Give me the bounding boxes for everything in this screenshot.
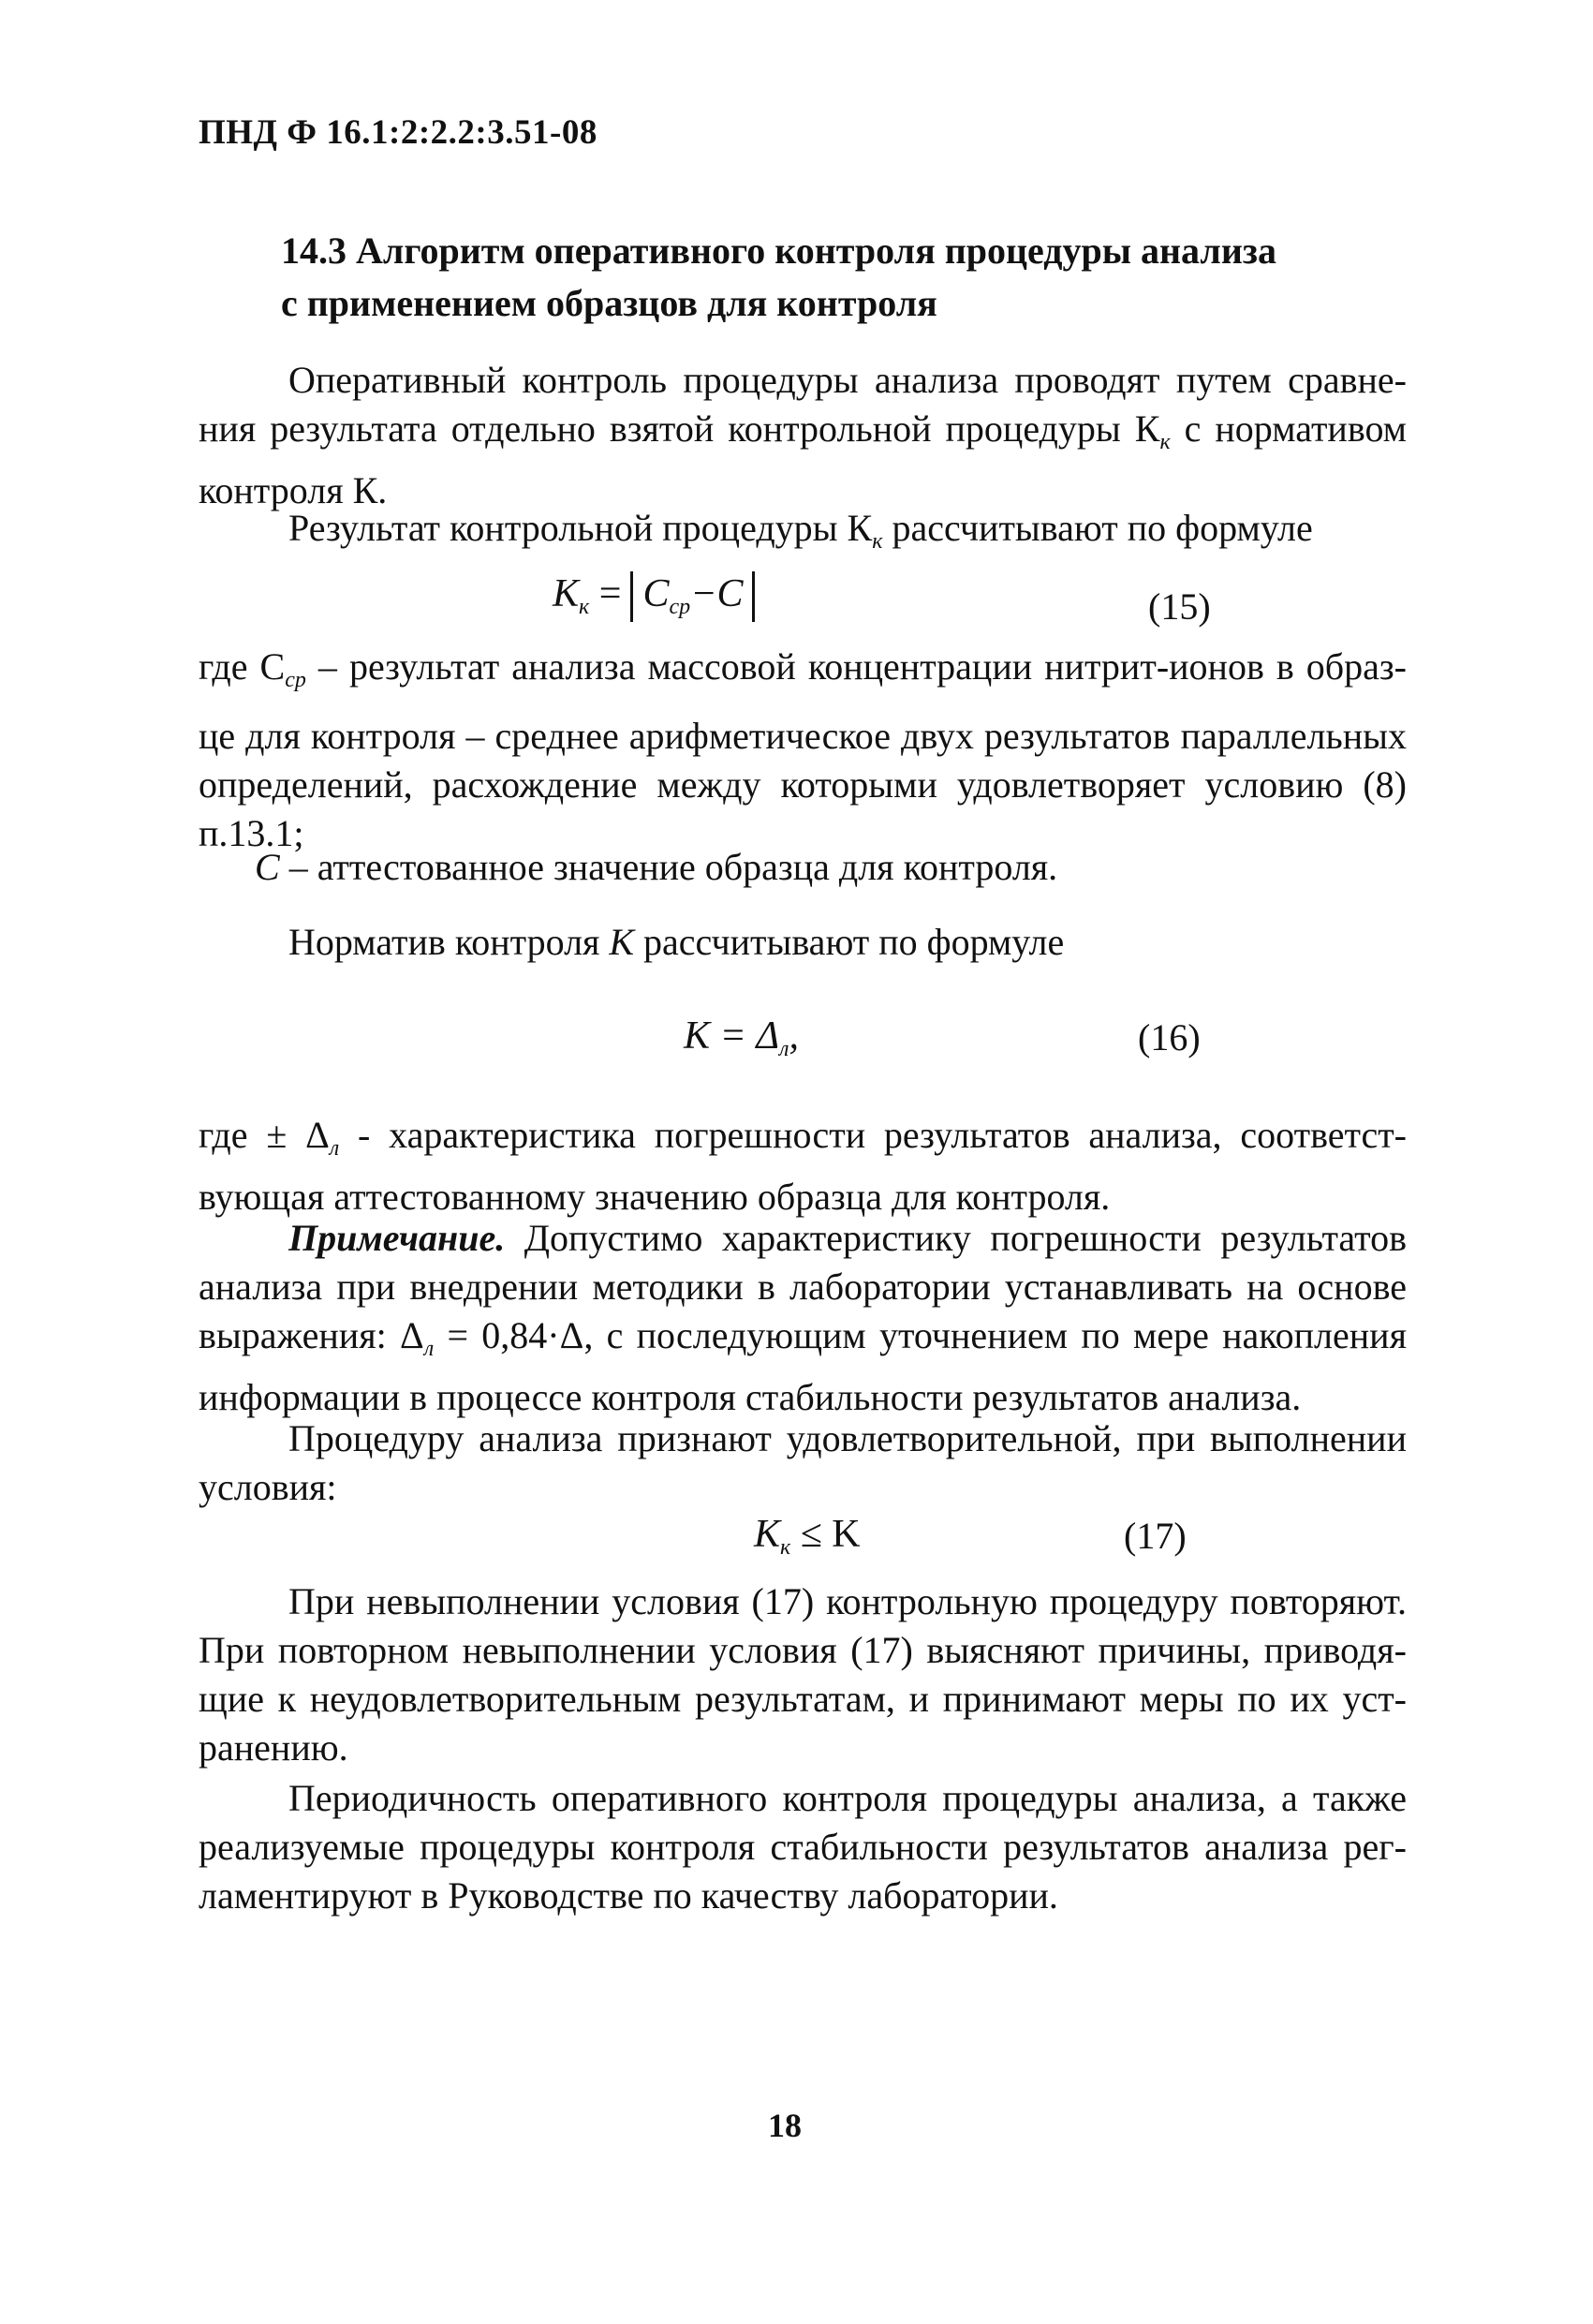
formula-15-number: (15): [1148, 585, 1211, 628]
paragraph-6-text-a: где ± Δ: [199, 1114, 330, 1156]
paragraph-3-line-1-text: – результат анализа массовой концентрации нитрит-ионов в образ-: [305, 645, 1408, 688]
paragraph-4: [199, 843, 1407, 892]
paragraph-9-line-2: реализуемые процедуры контроля стабильности результатов анализа рег-: [199, 1826, 1407, 1868]
document-code: ПНД Ф 16.1:2:2.2:3.51-08: [199, 113, 597, 152]
formula-17-number: (17): [1124, 1515, 1187, 1557]
paragraph-1-line-2: [199, 405, 1407, 466]
paragraph-6-line-2: вующая аттестованному значению образца для контроля.: [199, 1176, 1111, 1218]
formula-15: [553, 571, 764, 622]
paragraph-3-line-1-prefix: где C: [199, 645, 286, 688]
paragraph-1-line-1: Оперативный контроль процедуры анализа проводят путем сравне-: [288, 359, 1407, 401]
paragraph-2-line-1: [199, 504, 1407, 566]
formula-15-abs-bar-left: [630, 571, 633, 622]
paragraph-9-line-1: Периодичность оперативного контроля процедуры анализа, а также: [288, 1777, 1407, 1819]
paragraph-8-line-3: щие к неудовлетворительным результатам, и принимают меры по их уст-: [199, 1678, 1407, 1720]
paragraph-5-text-b: рассчитывают по формуле: [633, 921, 1065, 963]
paragraph-3: [199, 643, 1407, 858]
section-heading: [281, 225, 1405, 330]
note-line-3-text-a: выражения: Δ: [199, 1314, 424, 1356]
paragraph-5-line: [199, 918, 1407, 967]
note-line-3-text-b: = 0,84·Δ, с последующим уточнением по мере накопления: [434, 1314, 1407, 1356]
formula-16-subscript: л: [779, 1037, 789, 1061]
formula-15-lhs: K: [553, 572, 580, 615]
paragraph-2-subscript: к: [872, 529, 883, 554]
paragraph-1-subscript: к: [1159, 430, 1171, 454]
paragraph-6-line-1: [199, 1111, 1407, 1173]
formula-16-number: (16): [1138, 1016, 1201, 1058]
paragraph-2-text: Результат контрольной процедуры К: [288, 507, 873, 549]
note-line-4: информации в процессе контроля стабильности результатов анализа.: [199, 1376, 1302, 1418]
paragraph-3-subscript: ср: [285, 668, 306, 692]
note-line-3-subscript: л: [423, 1337, 435, 1361]
paragraph-1-line-3: контроля К.: [199, 469, 388, 511]
formula-15-lhs-subscript: к: [579, 595, 590, 619]
section-heading-line-1: 14.3 Алгоритм оперативного контроля процедуры анализа: [281, 229, 1276, 272]
formula-17-rhs: ≤ K: [790, 1513, 861, 1556]
formula-16: [684, 1014, 799, 1062]
paragraph-3-line-3: определений, расхождение между которыми удовлетворяет условию (8): [199, 763, 1407, 806]
paragraph-1: [199, 356, 1407, 515]
formula-17: [754, 1512, 861, 1561]
paragraph-7: [199, 1414, 1407, 1512]
paragraph-8-line-1: При невыполнении условия (17) контрольную процедуру повторяют.: [288, 1580, 1407, 1622]
formula-15-equals: =: [598, 572, 622, 615]
page-number: 18: [768, 2107, 802, 2144]
formula-17-lhs-subscript: к: [780, 1535, 791, 1560]
paragraph-6-subscript: л: [329, 1136, 340, 1161]
paragraph-3-line-4: п.13.1;: [199, 812, 304, 854]
paragraph-1-line-2-text: ния результата отдельно взятой контрольной процедуры К: [199, 407, 1160, 450]
paragraph-1-line-2-tail: с нормативом: [1170, 407, 1407, 450]
paragraph-6-text-b: - характеристика погрешности результатов анализа, соответст-: [339, 1114, 1407, 1156]
paragraph-8: [199, 1577, 1407, 1772]
paragraph-7-line-2: условия:: [199, 1466, 337, 1508]
paragraph-3-line-1: [199, 643, 1407, 704]
paragraph-2-tail: рассчитывают по формуле: [882, 507, 1313, 549]
paragraph-4-variable: С: [255, 846, 280, 888]
paragraph-6: [199, 1111, 1407, 1221]
paragraph-7-line-1: Процедуру анализа признают удовлетворительной, при выполнении: [288, 1417, 1407, 1459]
paragraph-3-line-2: це для контроля – среднее арифметическое двух результатов параллельных: [199, 715, 1407, 757]
note-line-3: [199, 1311, 1407, 1373]
paragraph-9: [199, 1774, 1407, 1920]
paragraph-5-variable: К: [609, 921, 634, 963]
section-heading-line-2: с применением образцов для контроля: [281, 282, 937, 324]
formula-16-tail: ,: [789, 1014, 799, 1058]
note-line-2: анализа при внедрении методики в лаборатории устанавливать на основе: [199, 1266, 1407, 1308]
formula-16-lhs: K = Δ: [684, 1014, 780, 1058]
paragraph-4-line: [199, 843, 1407, 892]
note-label: Примечание.: [288, 1217, 506, 1259]
formula-17-lhs: K: [754, 1513, 781, 1556]
note-line-1: [199, 1214, 1407, 1263]
note-line-1-text: Допустимо характеристику погрешности результатов: [505, 1217, 1407, 1259]
paragraph-5-text-a: Норматив контроля: [288, 921, 610, 963]
paragraph-8-line-4: ранению.: [199, 1726, 348, 1769]
paragraph-4-text: – аттестованное значение образца для контроля.: [279, 846, 1058, 888]
formula-15-abs-bar-right: [752, 571, 755, 622]
note-paragraph: [199, 1214, 1407, 1422]
formula-15-c-subscript: ср: [669, 595, 691, 619]
paragraph-9-line-3: ламентируют в Руководстве по качеству лаборатории.: [199, 1874, 1058, 1917]
paragraph-2: [199, 504, 1407, 566]
formula-15-minus-c: −C: [690, 572, 744, 615]
paragraph-8-line-2: При повторном невыполнении условия (17) выясняют причины, приводя-: [199, 1629, 1407, 1671]
formula-15-c: C: [642, 572, 670, 615]
paragraph-5: [199, 918, 1407, 967]
